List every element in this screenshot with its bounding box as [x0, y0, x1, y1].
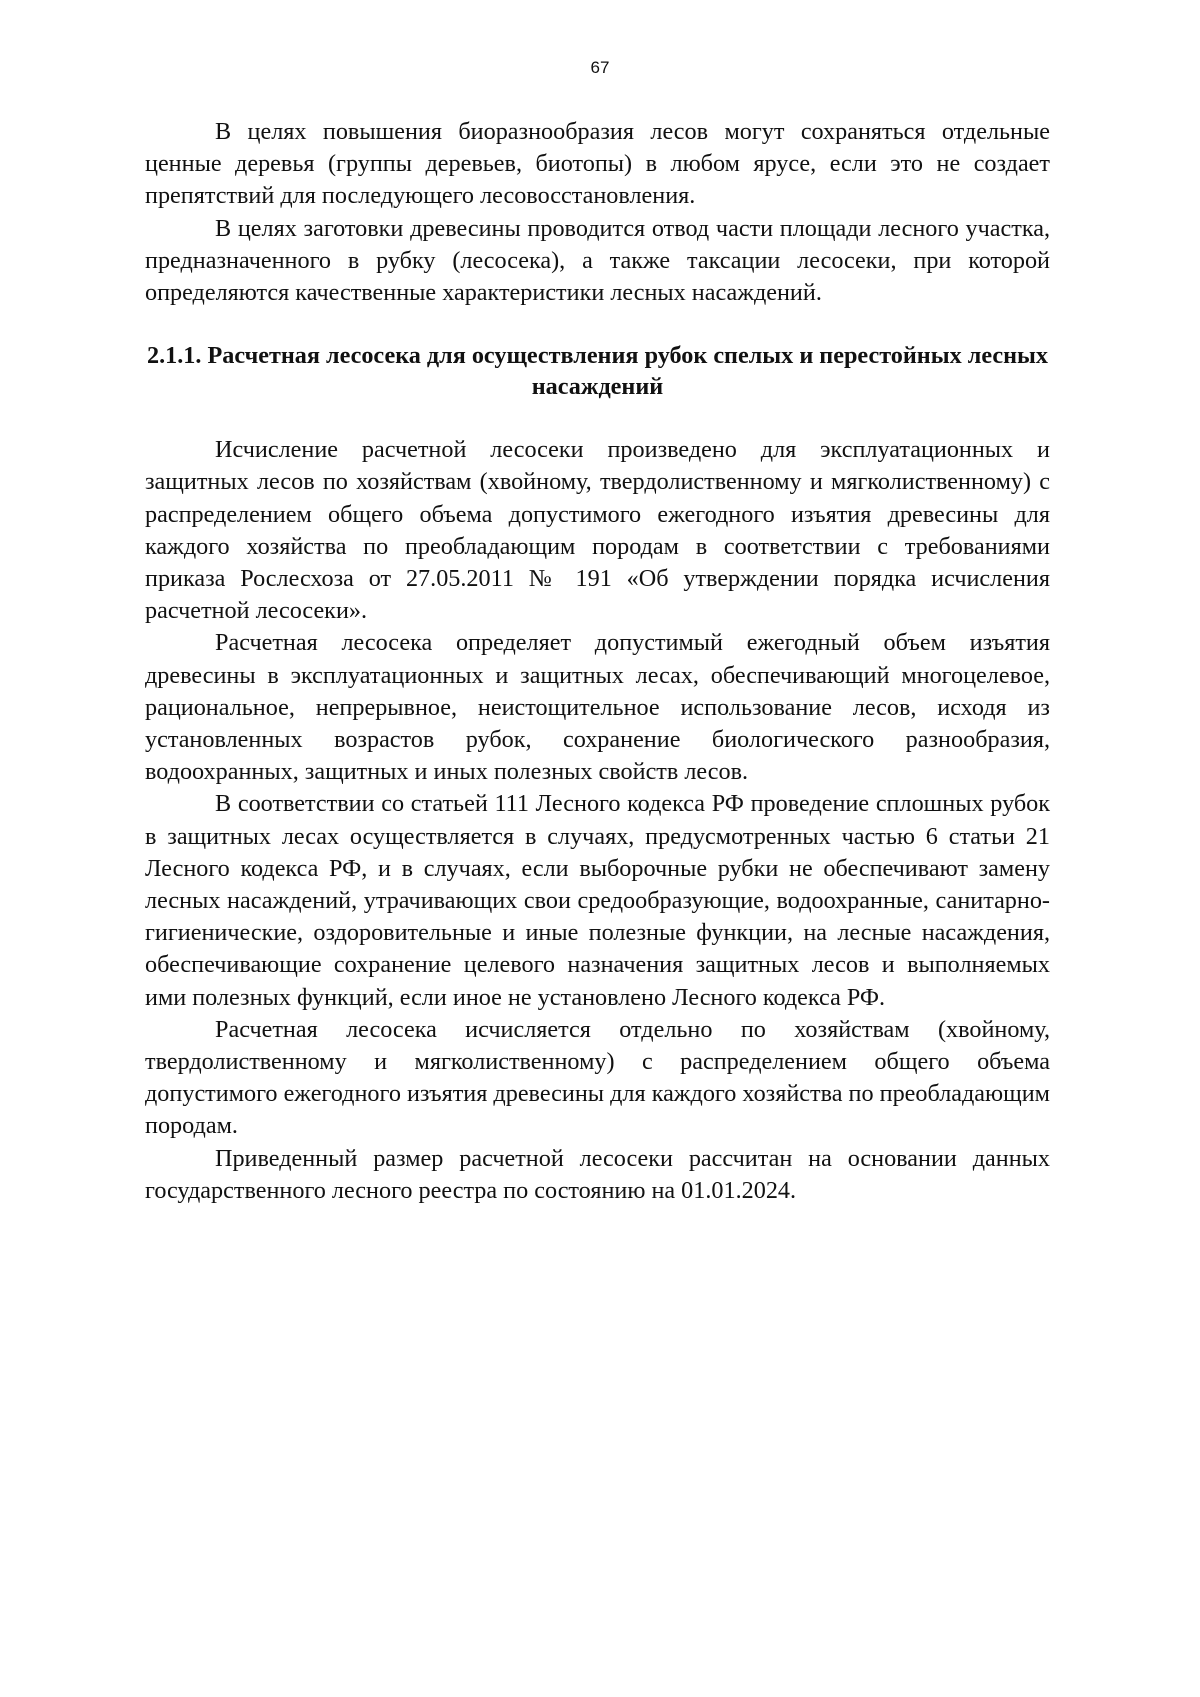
- paragraph-by-farms: Расчетная лесосека исчисляется отдельно по хозяйствам (хвойному, твердолиственному и мягколиственному) с распределением общего объема допустимого ежегодного изъятия древесины для каждого хозяйства по преобладающим породам.: [145, 1015, 1050, 1140]
- paragraph-clear-cutting: В соответствии со статьей 111 Лесного кодекса РФ проведение сплошных рубок в защитных лесах осуществляется в случаях, предусмотренных частью 6 статьи 21 Лесного кодекса РФ, и в случаях, если выборочные рубки не обеспечивают замену лесных насаждений, утрачивающих свои средообразующие, водоохранные, санитарно-гигиенические, оздоровительные и иные полезные функции, на лесные насаждения, обеспечивающие сохранение целевого назначения защитных лесов и выполняемых ими полезных функций, если иное не установлено Лесного кодекса РФ.: [145, 790, 1050, 1011]
- paragraph-calculation: Исчисление расчетной лесосеки произведено для эксплуатационных и защитных лесов по хозяйствам (хвойному, твердолиственному и мягколиственному) с распределением общего объема допустимого ежегодного изъятия древесины для каждого хозяйства по преобладающим породам в соответствии с требованиями приказа Рослесхоза от 27.05.2011 № 191 «Об утверждении порядка исчисления расчетной лесосеки».: [145, 436, 1050, 625]
- paragraph-registry-date: Приведенный размер расчетной лесосеки рассчитан на основании данных государственного лесного реестра по состоянию на 01.01.2024.: [145, 1144, 1050, 1204]
- page-number: 67: [590, 58, 610, 77]
- paragraph-biodiversity: В целях повышения биоразнообразия лесов могут сохраняться отдельные ценные деревья (группы деревьев, биотопы) в любом ярусе, если это не создает препятствий для последующего лесовосстановления.: [145, 118, 1050, 210]
- section-heading: 2.1.1. Расчетная лесосека для осуществления рубок спелых и перестойных лесных насаждений: [146, 342, 1049, 401]
- document-body: [145, 116, 1050, 1207]
- paragraph-definition: Расчетная лесосека определяет допустимый ежегодный объем изъятия древесины в эксплуатационных и защитных лесах, обеспечивающий многоцелевое, рациональное, непрерывное, неистощительное использование лесов, исходя из установленных возрастов рубок, сохранение биологического разнообразия, водоохранных, защитных и иных полезных свойств лесов.: [145, 629, 1050, 786]
- paragraph-harvest-allotment: В целях заготовки древесины проводится отвод части площади лесного участка, предназначенного в рубку (лесосека), а также таксации лесосеки, при которой определяются качественные характеристики лесных насаждений.: [145, 214, 1050, 307]
